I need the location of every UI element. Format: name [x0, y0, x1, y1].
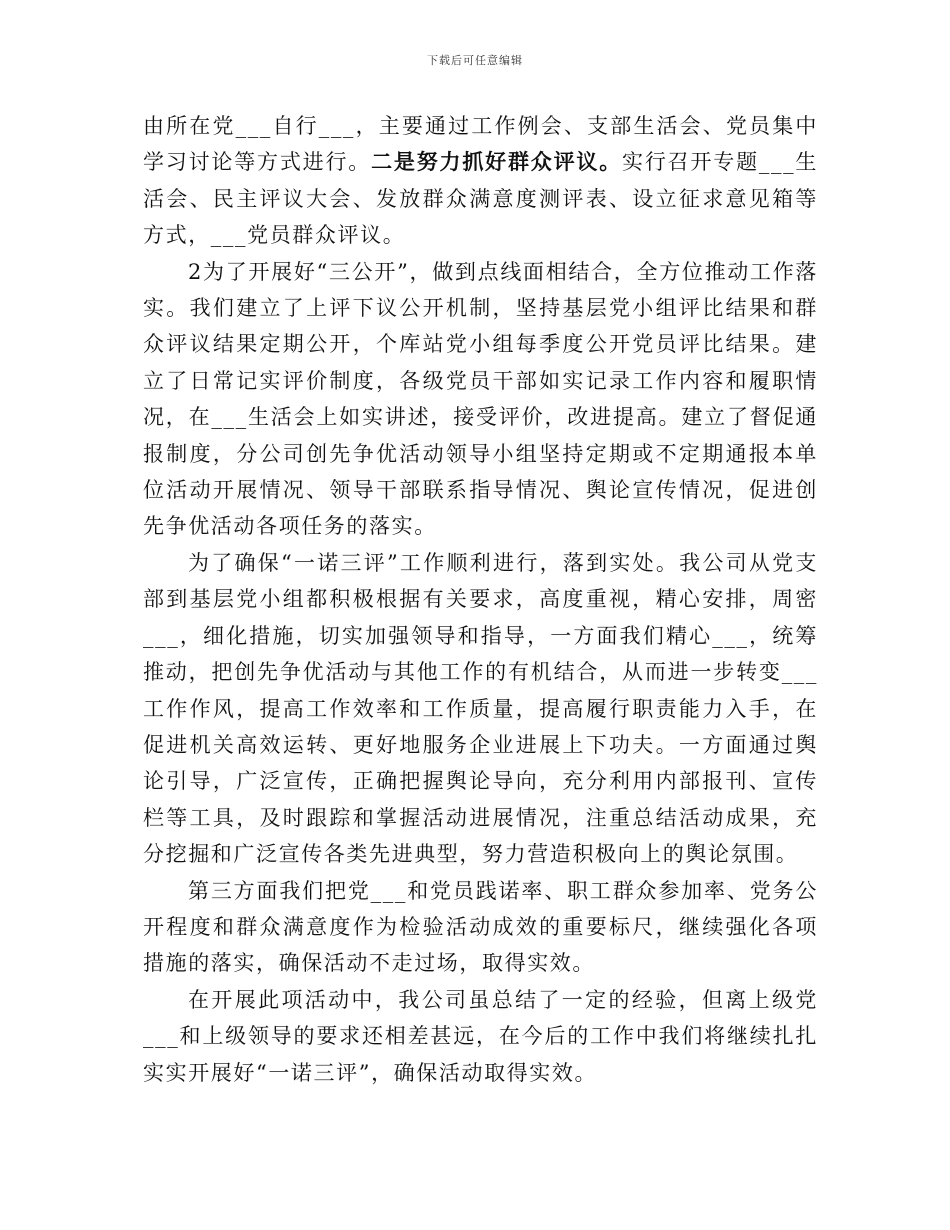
paragraph-run: 实行召开专题___生活会、民主评议大会、发放群众满意度测评表、设立征求意见箱等方式，___党员群众评议。 [143, 150, 819, 248]
page-header: 下载后可任意编辑 [427, 54, 523, 67]
paragraph-run-bold: 二是努力抓好群众评议。 [371, 149, 623, 175]
paragraph-2 [143, 254, 818, 545]
paragraph-run: 为了确保“一诺三评”工作顺利进行，落到实处。我公司从党支部到基层党小组都积极根据有关要求，高度重视，精心安排，周密___，细化措施，切实加强领导和指导，一方面我们精心___，统筹推动，把创先争优活动与其他工作的有机结合，从而进一步转变___工作作风，提高工作效率和工作质量，提高履行职责能力入手，在促进机关高效运转、更好地服务企业进展上下功夫。一方面通过舆论引导，广泛宣传，正确把握舆论导向，充分利用内部报刊、宣传栏等工具，及时跟踪和掌握活动进展情况，注重总结活动成果，充分挖掘和广泛宣传各类先进典型，努力营造积极向上的舆论氛围。 [143, 550, 818, 867]
paragraph-run: 第三方面我们把党___和党员践诺率、职工群众参加率、党务公开程度和群众满意度作为检验活动成效的重要标尺，继续强化各项措施的落实，确保活动不走过场，取得实效。 [143, 878, 818, 976]
paragraph-run: 在开展此项活动中，我公司虽总结了一定的经验，但离上级党___和上级领导的要求还相差甚远，在今后的工作中我们将继续扎扎实实开展好“一诺三评”，确保活动取得实效。 [143, 987, 818, 1085]
paragraph-4 [143, 873, 818, 982]
paragraph-5 [143, 982, 818, 1091]
paragraph-3 [143, 545, 818, 873]
paragraph-run: 2为了开展好“三公开”，做到点线面相结合，全方位推动工作落实。我们建立了上评下议公开机制，坚持基层党小组评比结果和群众评议结果定期公开，个库站党小组每季度公开党员评比结果。建立了日常记实评价制度，各级党员干部如实记录工作内容和履职情况，在___生活会上如实讲述，接受评价，改进提高。建立了督促通报制度，分公司创先争优活动领导小组坚持定期或不定期通报本单位活动开展情况、领导干部联系指导情况、舆论宣传情况，促进创先争优活动各项任务的落实。 [143, 259, 818, 539]
paragraph-1 [143, 108, 818, 254]
paragraph-run: 由所在党___自行___，主要通过工作例会、支部生活会、党员集中学习讨论等方式进行。 [143, 114, 818, 175]
document-body [143, 108, 818, 1091]
